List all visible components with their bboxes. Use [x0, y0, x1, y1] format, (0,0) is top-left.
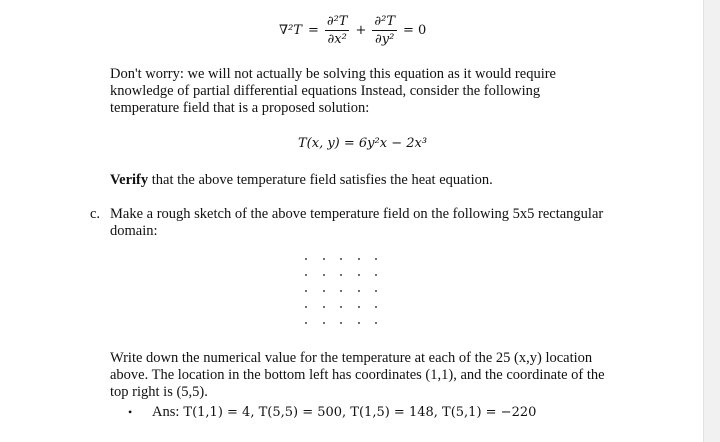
grid-dot: [323, 258, 325, 260]
laplacian-lhs: ∇²T: [279, 22, 302, 38]
grid-dot: [375, 290, 377, 292]
fraction-d2t-dy2: [372, 14, 397, 47]
grid-dot: [323, 274, 325, 276]
grid-dot: [375, 258, 377, 260]
grid-dot: [358, 290, 360, 292]
fraction-numerator: ∂²T: [326, 13, 348, 29]
plus-sign: +: [355, 22, 367, 38]
grid-dot: [340, 322, 342, 324]
grid-dot: [305, 274, 307, 276]
grid-dot: [358, 322, 360, 324]
grid-dot: [340, 290, 342, 292]
verify-bold: Verify: [110, 172, 149, 188]
fraction-numerator: ∂²T: [374, 13, 395, 29]
grid-dot: [305, 290, 307, 292]
write-down-text: Write down the numerical value for the temperature at each of the 25 (x,y) location above. The location in the bottom left has coordinates (1,1), and the coordinate of the top right is (5,5).: [110, 350, 605, 400]
intro-text: Don't worry: we will not actually be solving this equation as it would require knowledge of partial differential equations Instead, consider the following temperature field that is a proposed solution:: [110, 66, 556, 116]
answer-label: Ans:: [152, 404, 180, 420]
list-marker-c: c.: [90, 206, 101, 222]
bullet-icon: •: [128, 405, 133, 419]
grid-dot: [340, 258, 342, 260]
grid-dot: [323, 290, 325, 292]
item-c-text: Make a rough sketch of the above temperature field on the following 5x5 rectangular domain:: [110, 206, 604, 239]
verify-line: [110, 172, 610, 189]
grid-dot: [340, 274, 342, 276]
intro-paragraph: [110, 66, 610, 117]
answer-line: [128, 404, 536, 421]
grid-dot: [375, 306, 377, 308]
verify-rest: that the above temperature field satisfies the heat equation.: [148, 172, 493, 188]
laplace-equation: [276, 10, 429, 50]
grid-dot: [375, 322, 377, 324]
fraction-denominator: ∂y²: [375, 31, 395, 47]
item-c-paragraph: [110, 206, 610, 240]
grid-dot: [358, 258, 360, 260]
equals-sign: =: [307, 22, 319, 38]
grid-dot: [305, 258, 307, 260]
grid-dot: [358, 274, 360, 276]
scrollbar-track[interactable]: [703, 0, 720, 442]
grid-dot: [375, 274, 377, 276]
grid-dot: [323, 306, 325, 308]
grid-dot: [358, 306, 360, 308]
answer-values: T(1,1) = 4, T(5,5) = 500, T(1,5) = 148, T(5,1) = −220: [183, 405, 537, 420]
write-down-paragraph: [110, 350, 610, 401]
equals-zero: = 0: [403, 22, 427, 38]
fraction-d2t-dx2: [325, 14, 350, 47]
fraction-denominator: ∂x²: [327, 31, 347, 47]
grid-dot: [305, 306, 307, 308]
grid-dot: [305, 322, 307, 324]
temperature-field-equation: T(x, y) = 6y²x − 2x³: [298, 136, 428, 151]
grid-dot: [323, 322, 325, 324]
dot-grid-5x5: [302, 252, 392, 332]
verify-paragraph: [110, 172, 610, 189]
grid-dot: [340, 306, 342, 308]
